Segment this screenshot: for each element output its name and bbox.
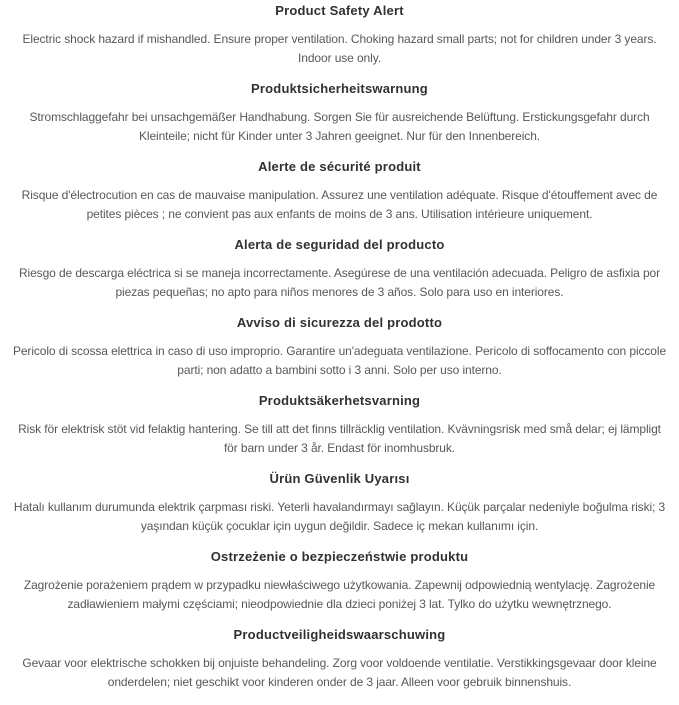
- safety-alert-text-english: Electric shock hazard if mishandled. Ensure proper ventilation. Choking hazard small parts; not for children under 3 years. Indoor use only.: [22, 32, 657, 65]
- safety-alert-text-german: Stromschlaggefahr bei unsachgemäßer Handhabung. Sorgen Sie für ausreichende Belüftung. Erstickungsgefahr durch Kleinteile; nicht für Kinder unter 3 Jahren geeignet. Nur für den Innenbereich.: [29, 110, 650, 143]
- safety-alert-section-english: [10, 3, 669, 68]
- safety-alert-section-dutch: [10, 627, 669, 692]
- safety-alert-heading-turkish: Ürün Güvenlik Uyarısı: [269, 471, 410, 486]
- safety-alert-section-german: [10, 81, 669, 146]
- safety-alert-heading-french: Alerte de sécurité produit: [258, 159, 421, 174]
- safety-alert-heading-swedish: Produktsäkerhetsvarning: [258, 393, 421, 408]
- safety-alert-text-turkish: Hatalı kullanım durumunda elektrik çarpması riski. Yeterli havalandırmayı sağlayın. Küçük parçalar nedeniyle boğulma riski; 3 yaşından küçük çocuklar için uygun değildir. Sadece iç mekan kullanımı için.: [13, 500, 666, 533]
- safety-alert-text-italian: Pericolo di scossa elettrica in caso di uso improprio. Garantire un'adeguata ventilazione. Pericolo di soffocamento con piccole parti; non adatto a bambini sotto i 3 anni. Solo per uso interno.: [12, 344, 667, 377]
- safety-alert-text-french: Risque d'électrocution en cas de mauvaise manipulation. Assurez une ventilation adéquate. Risque d'étouffement avec de petites pièces ; ne convient pas aux enfants de moins de 3 ans. Utilisation intérieure uniquement.: [21, 188, 658, 221]
- safety-alert-section-polish: [10, 549, 669, 614]
- safety-alert-heading-italian: Avviso di sicurezza del prodotto: [236, 315, 443, 330]
- safety-alert-text-dutch: Gevaar voor elektrische schokken bij onjuiste behandeling. Zorg voor voldoende ventilatie. Verstikkingsgevaar door kleine onderdelen; niet geschikt voor kinderen onder de 3 jaar. Alleen voor gebruik binnenshuis.: [22, 656, 657, 689]
- safety-alert-heading-dutch: Productveiligheidswaarschuwing: [233, 627, 446, 642]
- safety-alert-heading-english: Product Safety Alert: [275, 3, 404, 18]
- safety-alert-section-swedish: [10, 393, 669, 458]
- safety-alert-text-spanish: Riesgo de descarga eléctrica si se maneja incorrectamente. Asegúrese de una ventilación adecuada. Peligro de asfixia por piezas pequeñas; no apto para niños menores de 3 años. Solo para uso en interiores.: [18, 266, 661, 299]
- safety-alert-heading-spanish: Alerta de seguridad del producto: [234, 237, 445, 252]
- safety-alert-text-polish: Zagrożenie porażeniem prądem w przypadku niewłaściwego użytkowania. Zapewnij odpowiednią wentylację. Zagrożenie zadławieniem małymi częściami; nieodpowiednie dla dzieci poniżej 3 lat. Tylko do użytku wewnętrznego.: [23, 578, 656, 611]
- safety-alert-text-swedish: Risk för elektrisk stöt vid felaktig hantering. Se till att det finns tillräcklig ventilation. Kvävningsrisk med små delar; ej lämpligt för barn under 3 år. Endast för inomhusbruk.: [18, 422, 661, 455]
- safety-alert-heading-german: Produktsicherheitswarnung: [251, 81, 428, 96]
- safety-alert-section-turkish: [10, 471, 669, 536]
- safety-alert-section-spanish: [10, 237, 669, 302]
- safety-alert-heading-polish: Ostrzeżenie o bezpieczeństwie produktu: [210, 549, 469, 564]
- safety-alert-section-french: [10, 159, 669, 224]
- safety-alert-section-italian: [10, 315, 669, 380]
